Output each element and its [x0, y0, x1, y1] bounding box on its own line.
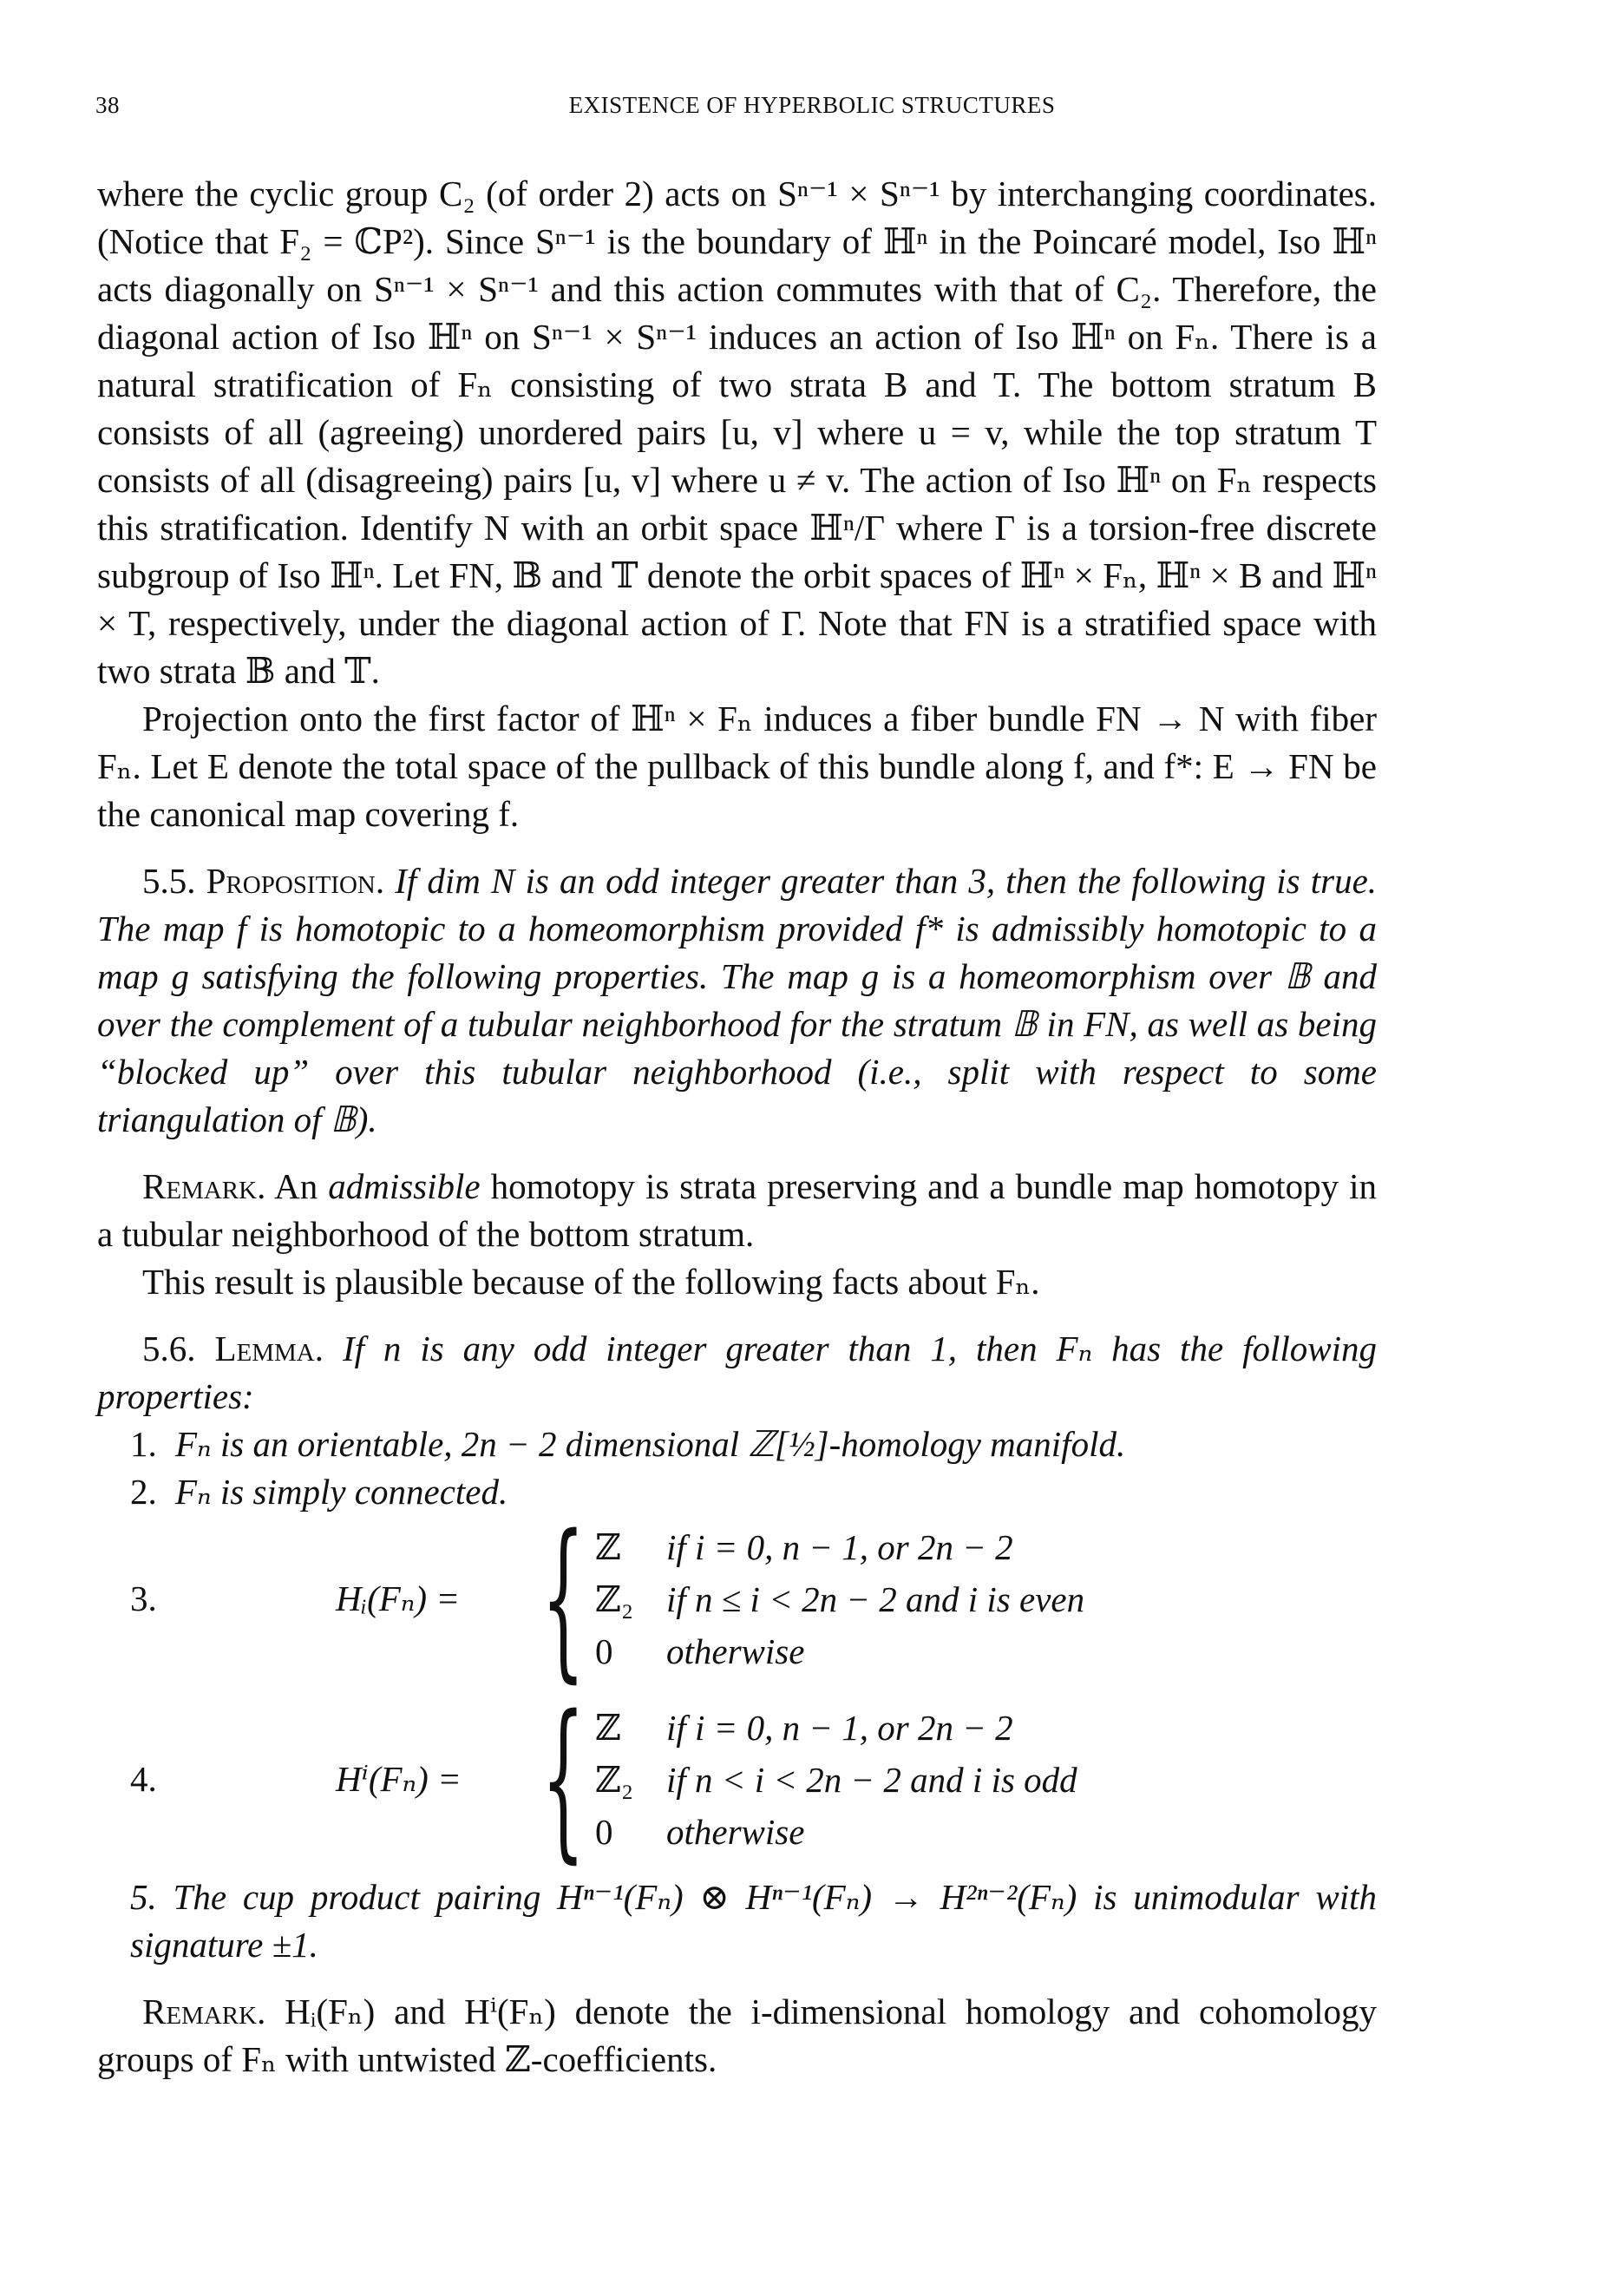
proposition-5-5	[97, 857, 1377, 1144]
remark-text: Hᵢ(Fₙ) and Hⁱ(Fₙ) denote the i-dimensional homology and cohomology groups of Fₙ with untwisted ℤ-coefficients.	[97, 1992, 1377, 2079]
item-number: 1.	[130, 1424, 157, 1464]
case-condition: if n ≤ i < 2n − 2 and i is even	[666, 1579, 1085, 1619]
case-value: 0	[595, 1812, 613, 1852]
case-row	[595, 1521, 1084, 1573]
case-row	[595, 1625, 1084, 1677]
formula-lhs: Hᵢ(Fₙ) =	[336, 1578, 460, 1618]
remark-label: Remark.	[142, 1992, 266, 2031]
left-brace: {	[541, 1498, 586, 1698]
formula-cases	[595, 1521, 1084, 1677]
case-row	[595, 1573, 1084, 1625]
case-value: ℤ₂	[595, 1760, 634, 1800]
case-row	[595, 1806, 1077, 1858]
paragraph-strata: where the cyclic group C₂ (of order 2) acts on Sⁿ⁻¹ × Sⁿ⁻¹ by interchanging coordinates. (Notice that F₂ = ℂP²). Since Sⁿ⁻¹ is the boundary of ℍⁿ in the Poincaré model, Iso ℍⁿ acts diagonally on Sⁿ⁻¹ × Sⁿ⁻¹ and this action commutes with that of C₂. Therefore, the diagonal action of Iso ℍⁿ on Sⁿ⁻¹ × Sⁿ⁻¹ induces an action of Iso ℍⁿ on Fₙ. There is a natural stratification of Fₙ consisting of two strata B and T. The bottom stratum B consists of all (agreeing) unordered pairs [u, v] where u = v, while the top stratum T consists of all (disagreeing) pairs [u, v] where u ≠ v. The action of Iso ℍⁿ on Fₙ respects this stratification. Identify N with an orbit space ℍⁿ/Γ where Γ is a torsion-free discrete subgroup of Iso ℍⁿ. Let FN, 𝔹 and 𝕋 denote the orbit spaces of ℍⁿ × Fₙ, ℍⁿ × B and ℍⁿ × T, respectively, under the diagonal action of Γ. Note that FN is a stratified space with two strata 𝔹 and 𝕋.	[97, 174, 1377, 691]
remark-homology	[97, 1988, 1377, 2083]
lemma-item-5: 5. The cup product pairing Hⁿ⁻¹(Fₙ) ⊗ Hⁿ⁻¹(Fₙ) → H²ⁿ⁻²(Fₙ) is unimodular with signature ±1.	[130, 1877, 1377, 1965]
lemma-item-1	[97, 1421, 1377, 1468]
case-row	[595, 1702, 1077, 1754]
lemma-5-6	[97, 1325, 1377, 1421]
homology-formula	[97, 1498, 1377, 1698]
paragraph-plausible: This result is plausible because of the following facts about Fₙ.	[142, 1262, 1040, 1302]
remark-text-a: An	[274, 1166, 318, 1206]
item-number: 2.	[130, 1472, 157, 1512]
page-number: 38	[95, 92, 120, 118]
case-condition: otherwise	[666, 1812, 805, 1852]
proposition-text: If dim N is an odd integer greater than 3, then the following is true. The map f is homotopic to a homeomorphism provided f* is admissibly homotopic to a map g satisfying the following properties. The map g is a homeomorphism over 𝔹 and over the complement of a tubular neighborhood for the stratum 𝔹 in FN, as well as being “blocked up” over this tubular neighborhood (i.e., split with respect to some triangulation of 𝔹).	[97, 861, 1378, 1139]
case-condition: otherwise	[666, 1631, 805, 1671]
remark-text-b: homotopy is strata preserving and a bundle map homotopy in a tubular neighborhood of the bottom stratum.	[97, 1166, 1377, 1254]
item-number: 4.	[130, 1759, 157, 1799]
main-text	[97, 170, 1377, 2083]
proposition-label: 5.5. Proposition.	[142, 861, 385, 901]
case-row	[595, 1754, 1077, 1806]
lemma-text: If n is any odd integer greater than 1, then Fₙ has the following properties:	[97, 1329, 1378, 1416]
remark-term: admissible	[328, 1166, 481, 1206]
case-value: ℤ	[595, 1708, 621, 1748]
item-text: Fₙ is an orientable, 2n − 2 dimensional ℤ[½]-homology manifold.	[175, 1424, 1126, 1464]
item-text: Fₙ is simply connected.	[175, 1472, 508, 1512]
case-value: ℤ₂	[595, 1579, 634, 1619]
remark-label: Remark.	[142, 1166, 266, 1206]
item-number: 3.	[130, 1578, 157, 1618]
case-value: 0	[595, 1631, 613, 1671]
cohomology-formula	[97, 1678, 1377, 1879]
formula-lhs: Hⁱ(Fₙ) =	[336, 1759, 462, 1799]
case-condition: if i = 0, n − 1, or 2n − 2	[666, 1527, 1013, 1567]
running-title: EXISTENCE OF HYPERBOLIC STRUCTURES	[568, 92, 1056, 118]
case-value: ℤ	[595, 1527, 621, 1567]
running-header	[95, 92, 1529, 127]
left-brace: {	[541, 1678, 586, 1879]
lemma-label: 5.6. Lemma.	[142, 1329, 324, 1368]
lemma-item-2	[97, 1468, 1377, 1516]
paragraph-fiber-bundle: Projection onto the first factor of ℍⁿ × Fₙ induces a fiber bundle FN → N with fiber Fₙ. Let E denote the total space of the pullback of this bundle along f, and f*: E → FN be the canonical map covering f.	[97, 699, 1377, 834]
case-condition: if i = 0, n − 1, or 2n − 2	[666, 1708, 1013, 1748]
case-condition: if n < i < 2n − 2 and i is odd	[666, 1760, 1077, 1800]
remark-admissible	[97, 1163, 1377, 1258]
formula-cases	[595, 1702, 1077, 1858]
